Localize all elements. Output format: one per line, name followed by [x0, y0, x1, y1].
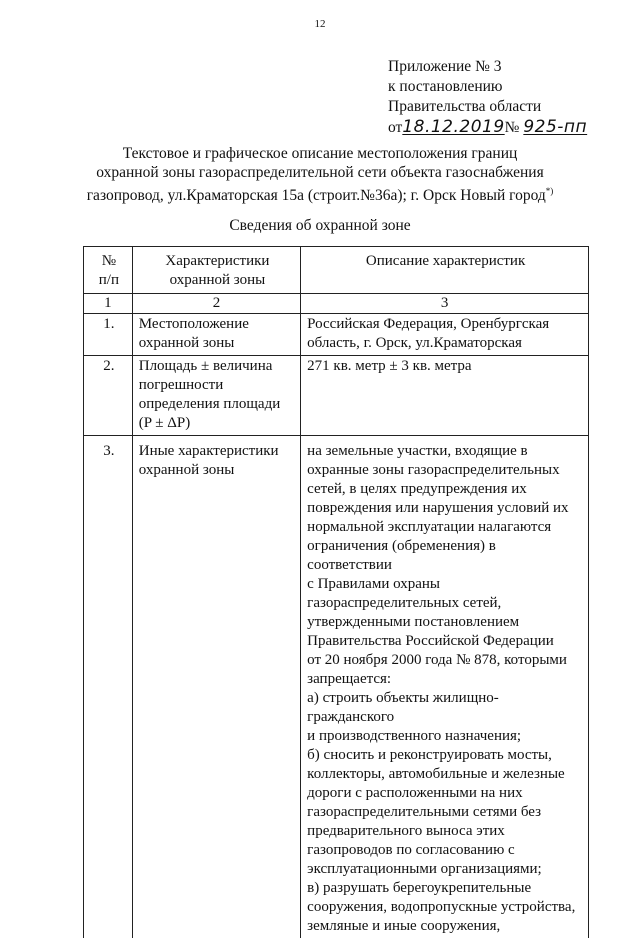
row-characteristic: Площадь ± величина погрешности определения площади (P ± ΔP): [132, 356, 300, 436]
appendix-date: 18.12.2019: [402, 117, 504, 137]
column-number-1: 1: [84, 294, 133, 314]
row-characteristic: Местоположение охранной зоны: [132, 314, 300, 356]
row-description: 271 кв. метр ± 3 кв. метра: [301, 356, 589, 436]
protection-zone-table: [83, 246, 589, 938]
footnote-mark: *): [546, 186, 554, 196]
row-number: 1.: [84, 314, 133, 356]
column-number-3: 3: [301, 294, 589, 314]
appendix-block: [388, 57, 618, 138]
row-number: 2.: [84, 356, 133, 436]
header-number: № п/п: [84, 247, 133, 294]
title-line-3-text: газопровод, ул.Краматорская 15а (строит.№36а); г. Орск Новый город: [87, 187, 546, 204]
row-characteristic: Иные характеристики охранной зоны: [132, 436, 300, 938]
column-number-2: 2: [132, 294, 300, 314]
row-description: на земельные участки, входящие в охранные зоны газораспределительных сетей, в целях предупреждения их повреждения или нарушения условий их нормальной эксплуатации налагаются ограничения (обременения) в соответствии с Правилами охраны газораспределительных сетей, утвержденными постановлением Правительства Российской Федерации от 20 ноября 2000 года № 878, которыми запрещается: а) строить объекты жилищно-гражданского и производственного назначения; б) сносить и реконструировать мосты, коллекторы, автомобильные и железные дороги с расположенными на них газораспределительными сетями без предварительного выноса этих газопроводов по согласованию с эксплуатационными организациями; в) разрушать берегоукрепительные сооружения, водопропускные устройства, земляные и иные сооружения,: [301, 436, 589, 938]
table-row: [84, 436, 589, 938]
table-row: [84, 314, 589, 356]
appendix-authority: Правительства области: [388, 97, 618, 117]
appendix-number-sign: №: [505, 119, 520, 136]
document-title: [0, 144, 640, 205]
title-line-2: охранной зоны газораспределительной сети объекта газоснабжения: [0, 163, 640, 182]
appendix-number: 925-пп: [523, 117, 587, 137]
title-line-3: [0, 182, 640, 205]
row-description: Российская Федерация, Оренбургская область, г. Орск, ул.Краматорская: [301, 314, 589, 356]
page-number: 12: [0, 18, 640, 30]
appendix-title: Приложение № 3: [388, 57, 618, 77]
table-header-row: [84, 247, 589, 294]
header-characteristic: Характеристики охранной зоны: [132, 247, 300, 294]
table-row: [84, 356, 589, 436]
appendix-date-line: [388, 117, 618, 138]
appendix-from-label: от: [388, 119, 402, 136]
header-description: Описание характеристик: [301, 247, 589, 294]
section-title: Сведения об охранной зоне: [0, 217, 640, 235]
column-numbering-row: [84, 294, 589, 314]
row-number: 3.: [84, 436, 133, 938]
title-line-1: Текстовое и графическое описание местоположения границ: [0, 144, 640, 163]
appendix-ref: к постановлению: [388, 77, 618, 97]
